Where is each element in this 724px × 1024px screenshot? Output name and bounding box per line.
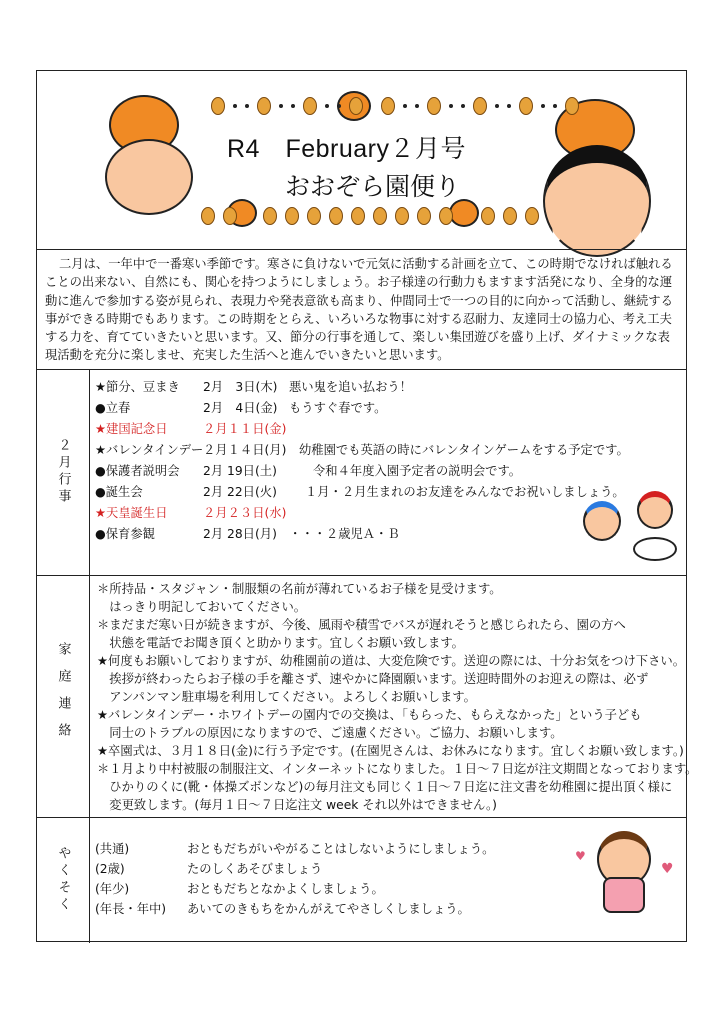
small-oni-icon bbox=[449, 199, 479, 227]
child-face-icon bbox=[105, 139, 193, 215]
children-playing-icon bbox=[637, 491, 673, 529]
contact-line: 状態を電話でお聞き頂くと助かります。宜しくお願い致します。 bbox=[97, 636, 464, 650]
page-title: R4 February２月号 bbox=[227, 135, 466, 163]
contact-line: はっきり明記しておいてください。 bbox=[97, 600, 307, 614]
promise-group: (年少) bbox=[95, 882, 130, 896]
bean-decoration-bottom-mid bbox=[263, 207, 453, 225]
events-label: ２月行事 bbox=[55, 438, 71, 506]
heart-icon: ♥ bbox=[661, 861, 674, 877]
girl-with-flowers-icon bbox=[603, 877, 645, 913]
contact-line: ★何度もお願いしておりますが、幼稚園前の道は、大変危険です。送迎の際には、十分お気をつけ下さい。 bbox=[97, 654, 685, 668]
contact-line: ＊所持品・スタジャン・制服類の名前が薄れているお子様を見受けます。 bbox=[97, 582, 502, 596]
contact-line: ＊１月より中村被服の制服注文、インターネットになりました。１日～７日迄が注文期間となっております。 bbox=[97, 762, 698, 776]
divider bbox=[37, 817, 686, 818]
column-divider bbox=[89, 369, 90, 943]
child-face-icon bbox=[543, 145, 651, 257]
promise-text: たのしくあそびましょう bbox=[187, 862, 323, 876]
contact-line: ひかりのくに(靴・体操ズボンなど)の毎月注文も同じく１日～７日迄に注文書を幼稚園に提出頂く様に bbox=[97, 780, 673, 794]
bean-decoration-top bbox=[211, 97, 363, 115]
promise-text: おともだちがいやがることはしないようにしましょう。 bbox=[187, 842, 495, 856]
contact-line: ★バレンタインデー・ホワイトデーの園内での交換は、「もらった、もらえなかった」という子ども bbox=[97, 708, 642, 722]
promise-text: おともだちとなかよくしましょう。 bbox=[187, 882, 384, 896]
dog-icon bbox=[633, 537, 677, 561]
divider bbox=[37, 249, 686, 250]
divider bbox=[37, 369, 686, 370]
contact-line: ＊まだまだ寒い日が続きますが、今後、風雨や積雪でバスが遅れそうと感じられたら、園の方へ bbox=[97, 618, 626, 632]
bean-decoration-bottom bbox=[201, 207, 237, 225]
contact-line: 変更致します。(毎月１日～７日迄注文 week それ以外はできません。) bbox=[97, 798, 497, 812]
bean-decoration-bottom-right bbox=[481, 207, 539, 225]
newsletter-frame: R4 February２月号 おおぞら園便り 二月は、一年中で一番寒い季節です。寒さに負けないで元気に活動する計画を立て、この時期でなければ触れることの出来ない、自然にも、関心を持つようにしましょう。お子様達の行動力もますます活発になり、全身的な運動に進んで参加する姿が見られ、表現力や発表意欲も高まり、仲間同士で一つの目的に向かって活動し、継続する事ができる時期でもあります。この時期をとらえ、いろいろな物事に対する忍耐力、友達同士の協力心、考え工夫する力を、育てていきたいと思います。又、節分の行事を通して、楽しい集団遊びを盛り上げ、ダイナミックな表現活動を充分に楽しませ、充実した生活へと進んでいきたいと思います。 ２月行事 ★節分、豆まき 2月 3日(木) 悪い鬼を追い払おう！ ●立春 2月 4日(金) もうすぐ春です。 ★建国記念日 ２月１１日(金) ★バレンタインデー ２月１４日(月) 幼稚園でも英語の時にバレンタインゲームをする予定です。 ●保護者説明会 2月 19日(土) 令和４年度入園予定者の説明会です。 ●誕生会 2月 22日(火) １月・２月生まれのお友達をみんなでお祝いしましょう。 ★天皇誕生日 ２月２３日(水) ●保育参観 2月 28日(月) ・・・２歳児Ａ・Ｂ 家庭連絡 ＊所持品・スタジャン・制服類の名前が薄れているお子様を見受けます。 はっきり明記しておいてください。 ＊まだまだ寒い日が続きますが、今後、風雨や積雪でバスが遅れそうと感じられたら、園の方へ 状態を電話でお聞き頂くと助かります。宜しくお願い致します。 ★何度もお願いしておりますが、幼稚園前の道は、大変危険です。送迎の際には、十分お気をつけ下さい。 挨拶が終わったらお子様の手を離さず、速やかに降園願います。送迎時間外のお迎えの際は、必ず アンパンマン駐車場を利用してください。よろしくお願いします。 ★バレンタインデー・ホワイトデーの園内での交換は、「もらった、もらえなかった」という子ども 同士のトラブルの原因になりますので、ご遠慮ください。ご協力、お願いします。 ★卒園式は、３月１８日(金)に行う予定です。(在園児さんは、お休みになります。宜しくお願い致します。) ＊１月より中村被服の制服注文、インターネットになりました。１日～７日迄が注文期間となっております。 ひかりのくに(靴・体操ズボンなど)の毎月注文も同じく１日～７日迄に注文書を幼稚園に提出頂く様に 変更致します。(毎月１日～７日迄注文 week それ以外はできません。) やくそく (共通) おともだちがいやがることはしないようにしましょう。 (2歳) たのしくあそびましょう (年少) おともだちとなかよくしましょう。 (年長・年中) あいてのきもちをかんがえてやさしくしましょう。 ♥ ♥ bbox=[36, 70, 687, 942]
promise-label: やくそく bbox=[55, 846, 71, 914]
promise-group: (共通) bbox=[95, 842, 130, 856]
contact-label: 家庭連絡 bbox=[55, 642, 71, 750]
promise-group: (年長・年中) bbox=[95, 902, 167, 916]
page-subtitle: おおぞら園便り bbox=[285, 172, 461, 201]
intro-paragraph: 二月は、一年中で一番寒い季節です。寒さに負けないで元気に活動する計画を立て、この時期でなければ触れることの出来ない、自然にも、関心を持つようにしましょう。お子様達の行動力もますます活発になり、全身的な運動に進んで参加する姿が見られ、表現力や発表意欲も高まり、仲間同士で一つの目的に向かって活動し、継続する事ができる時期でもあります。この時期をとらえ、いろいろな物事に対する忍耐力、友達同士の協力心、考え工夫する力を、育てていきたいと思います。又、節分の行事を通して、楽しい集団遊びを盛り上げ、ダイナミックな表現活動を充分に楽しませ、充実した生活へと進んでいきたいと思います。 bbox=[45, 257, 673, 363]
contact-line: 同士のトラブルの原因になりますので、ご遠慮ください。ご協力、お願いします。 bbox=[97, 726, 563, 740]
promise-group: (2歳) bbox=[95, 862, 125, 876]
promise-text: あいてのきもちをかんがえてやさしくしましょう。 bbox=[187, 902, 470, 916]
contact-line: 挨拶が終わったらお子様の手を離さず、速やかに降園願います。送迎時間外のお迎えの際は、必ず bbox=[97, 672, 649, 686]
bean-decoration-top-right bbox=[381, 97, 579, 115]
divider bbox=[37, 575, 686, 576]
heart-icon: ♥ bbox=[575, 849, 586, 863]
contact-line: アンパンマン駐車場を利用してください。よろしくお願いします。 bbox=[97, 690, 476, 704]
children-playing-icon bbox=[583, 501, 621, 541]
contact-line: ★卒園式は、３月１８日(金)に行う予定です。(在園児さんは、お休みになります。宜しくお願い致します。) bbox=[97, 744, 684, 758]
